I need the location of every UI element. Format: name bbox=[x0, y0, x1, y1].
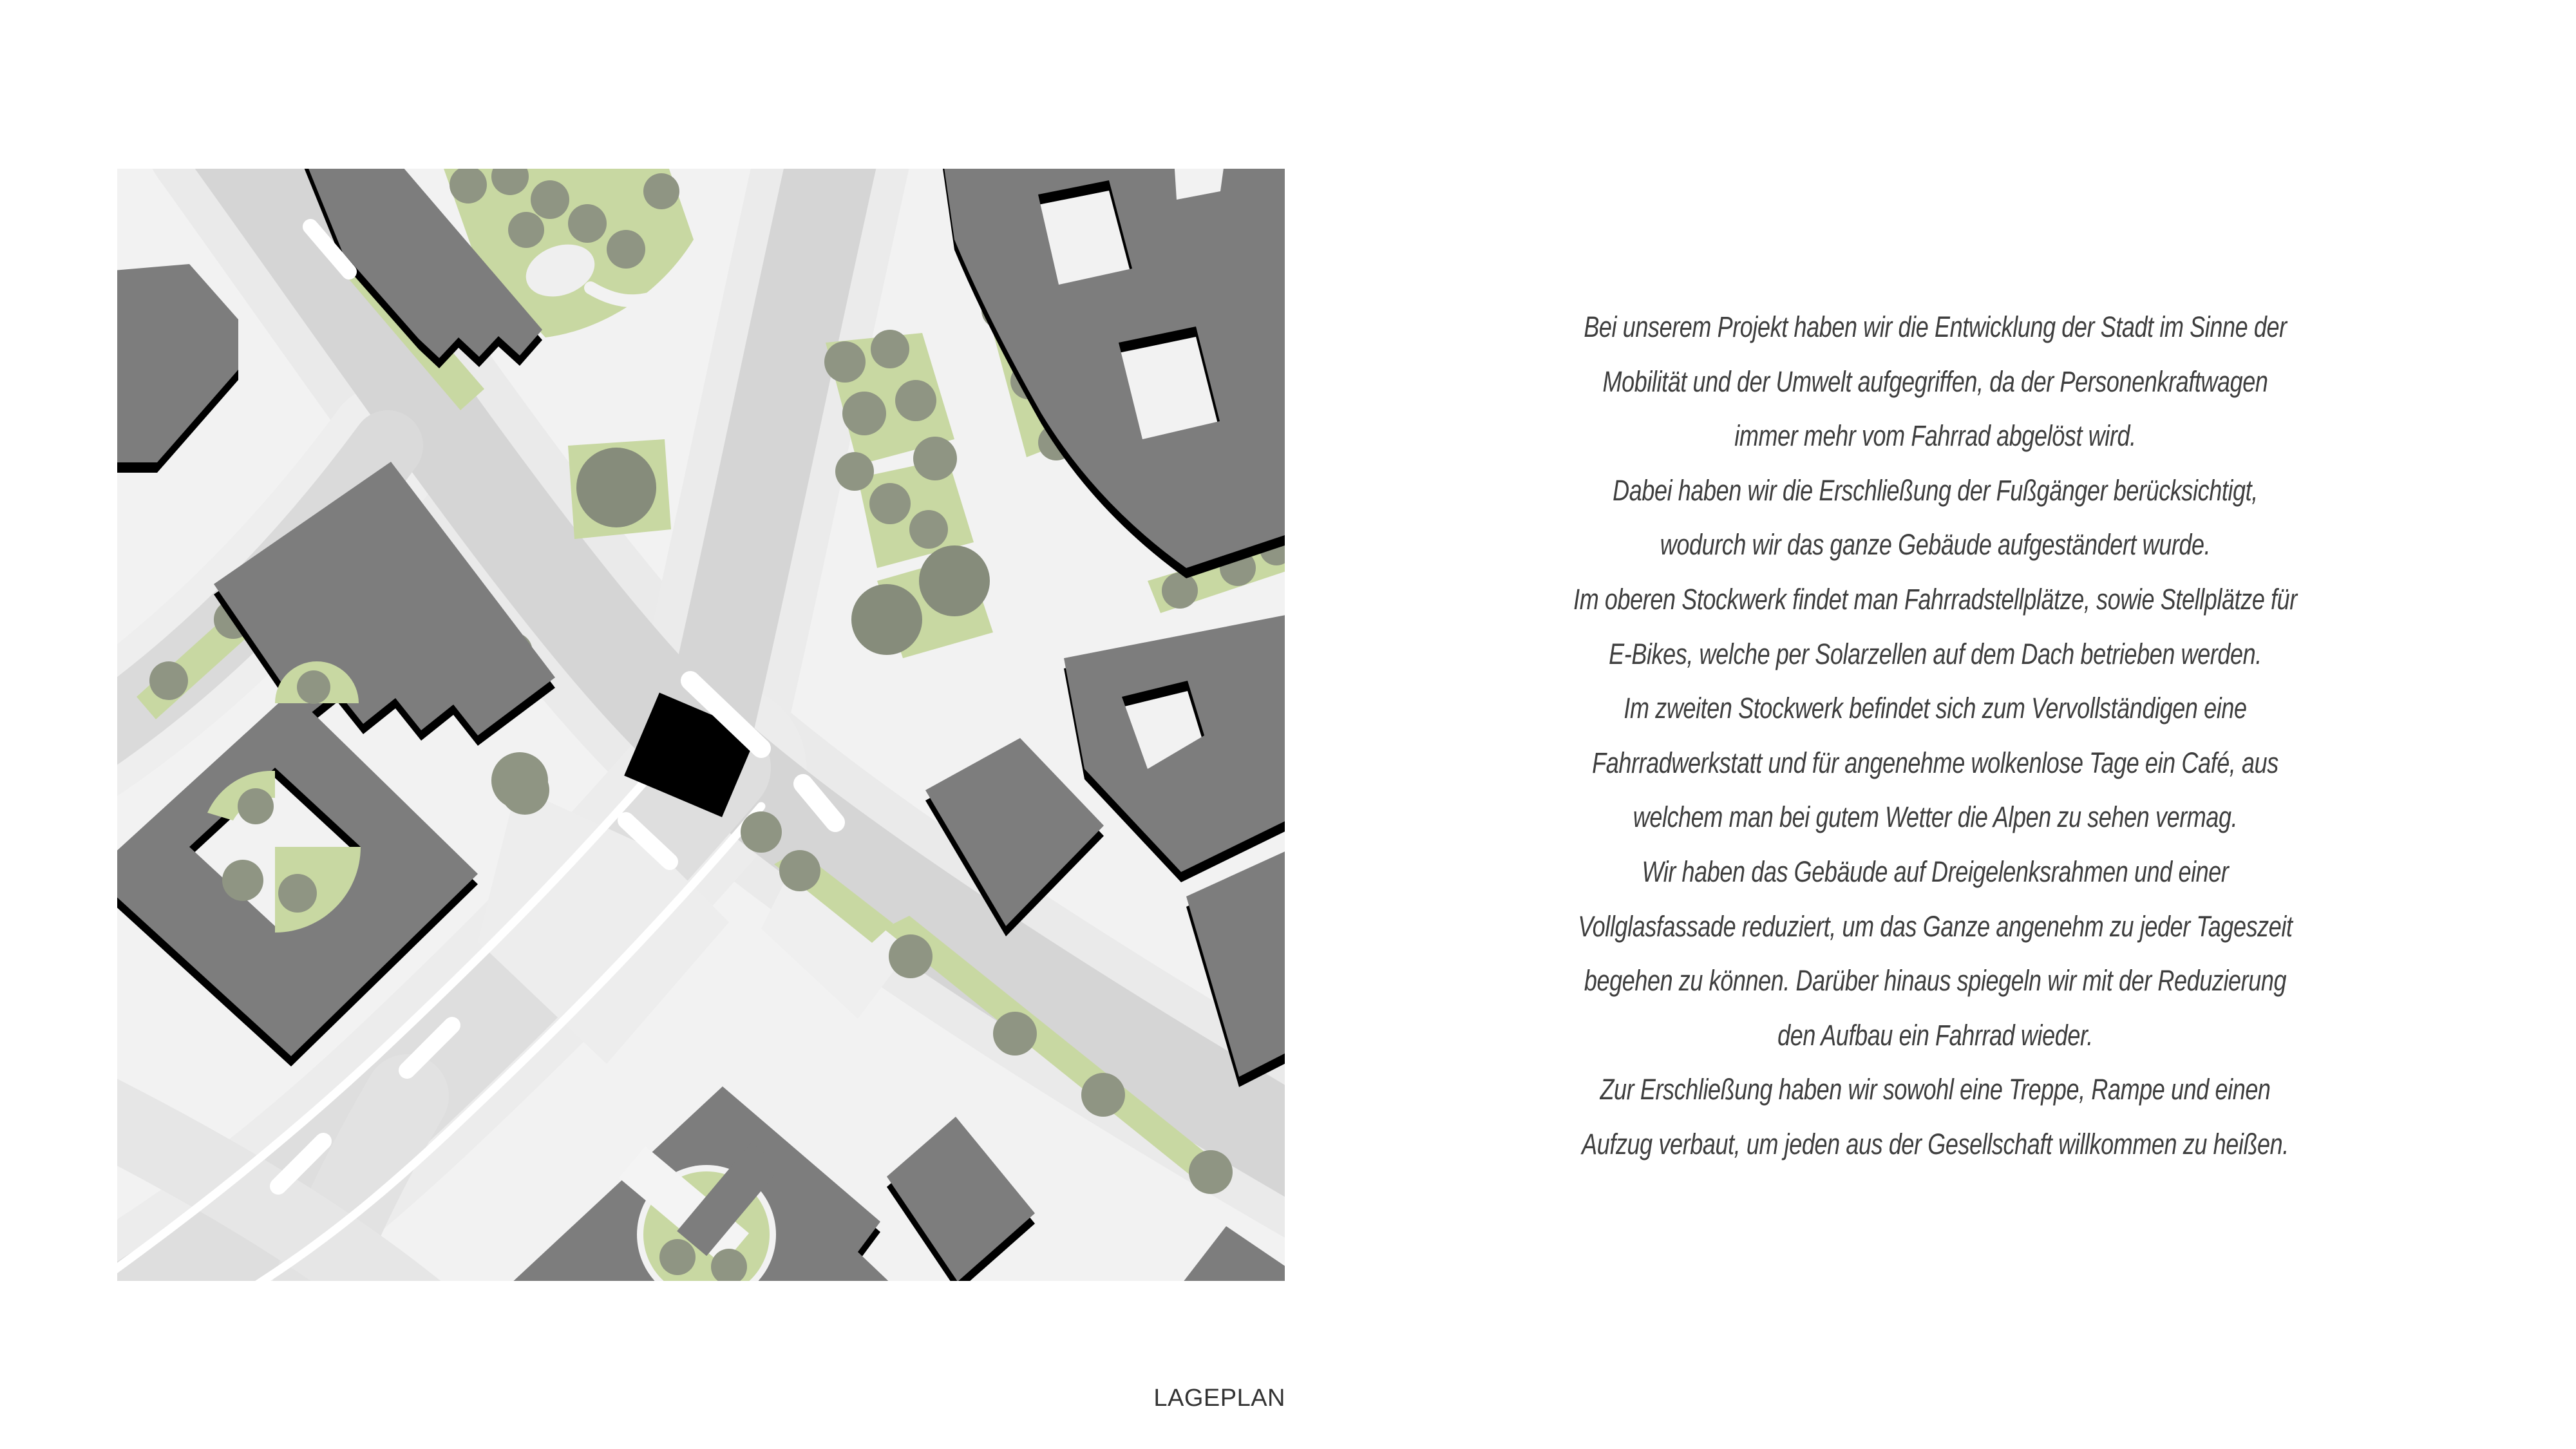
description-line: E-Bikes, welche per Solarzellen auf dem Dach betrieben werden. bbox=[1609, 637, 2262, 670]
description-line: Dabei haben wir die Erschließung der Fußgänger berücksichtigt, bbox=[1613, 473, 2258, 507]
description-line: Wir haben das Gebäude auf Dreigelenksrahmen und einer bbox=[1642, 855, 2229, 888]
description-line: Fahrradwerkstatt und für angenehme wolkenlose Tage ein Café, aus bbox=[1592, 746, 2278, 779]
description-line: Bei unserem Projekt haben wir die Entwicklung der Stadt im Sinne der bbox=[1584, 310, 2287, 343]
project-description bbox=[1472, 300, 2399, 1172]
description-line: welchem man bei gutem Wetter die Alpen zu sehen vermag. bbox=[1633, 800, 2238, 834]
description-line: Im zweiten Stockwerk befindet sich zum Vervollständigen eine bbox=[1624, 692, 2247, 725]
description-line: den Aufbau ein Fahrrad wieder. bbox=[1777, 1018, 2093, 1052]
description-line: Mobilität und der Umwelt aufgegriffen, da der Personenkraftwagen bbox=[1602, 365, 2268, 398]
plan-caption: LAGEPLAN bbox=[1153, 1385, 1285, 1412]
site-plan-svg bbox=[117, 169, 1285, 1281]
site-plan-map bbox=[117, 169, 1285, 1281]
description-line: Im oberen Stockwerk findet man Fahrradstellplätze, sowie Stellplätze für bbox=[1573, 582, 2297, 616]
description-line: wodurch wir das ganze Gebäude aufgeständert wurde. bbox=[1660, 528, 2211, 562]
description-line: Vollglasfassade reduziert, um das Ganze angenehm zu jeder Tageszeit bbox=[1578, 909, 2293, 943]
description-line: begehen zu können. Darüber hinaus spiegeln wir mit der Reduzierung bbox=[1584, 964, 2287, 998]
description-line: Aufzug verbaut, um jeden aus der Gesellschaft willkommen zu heißen. bbox=[1582, 1127, 2289, 1160]
description-line: Zur Erschließung haben wir sowohl eine Treppe, Rampe und einen bbox=[1600, 1073, 2271, 1106]
description-line: immer mehr vom Fahrrad abgelöst wird. bbox=[1734, 419, 2136, 453]
